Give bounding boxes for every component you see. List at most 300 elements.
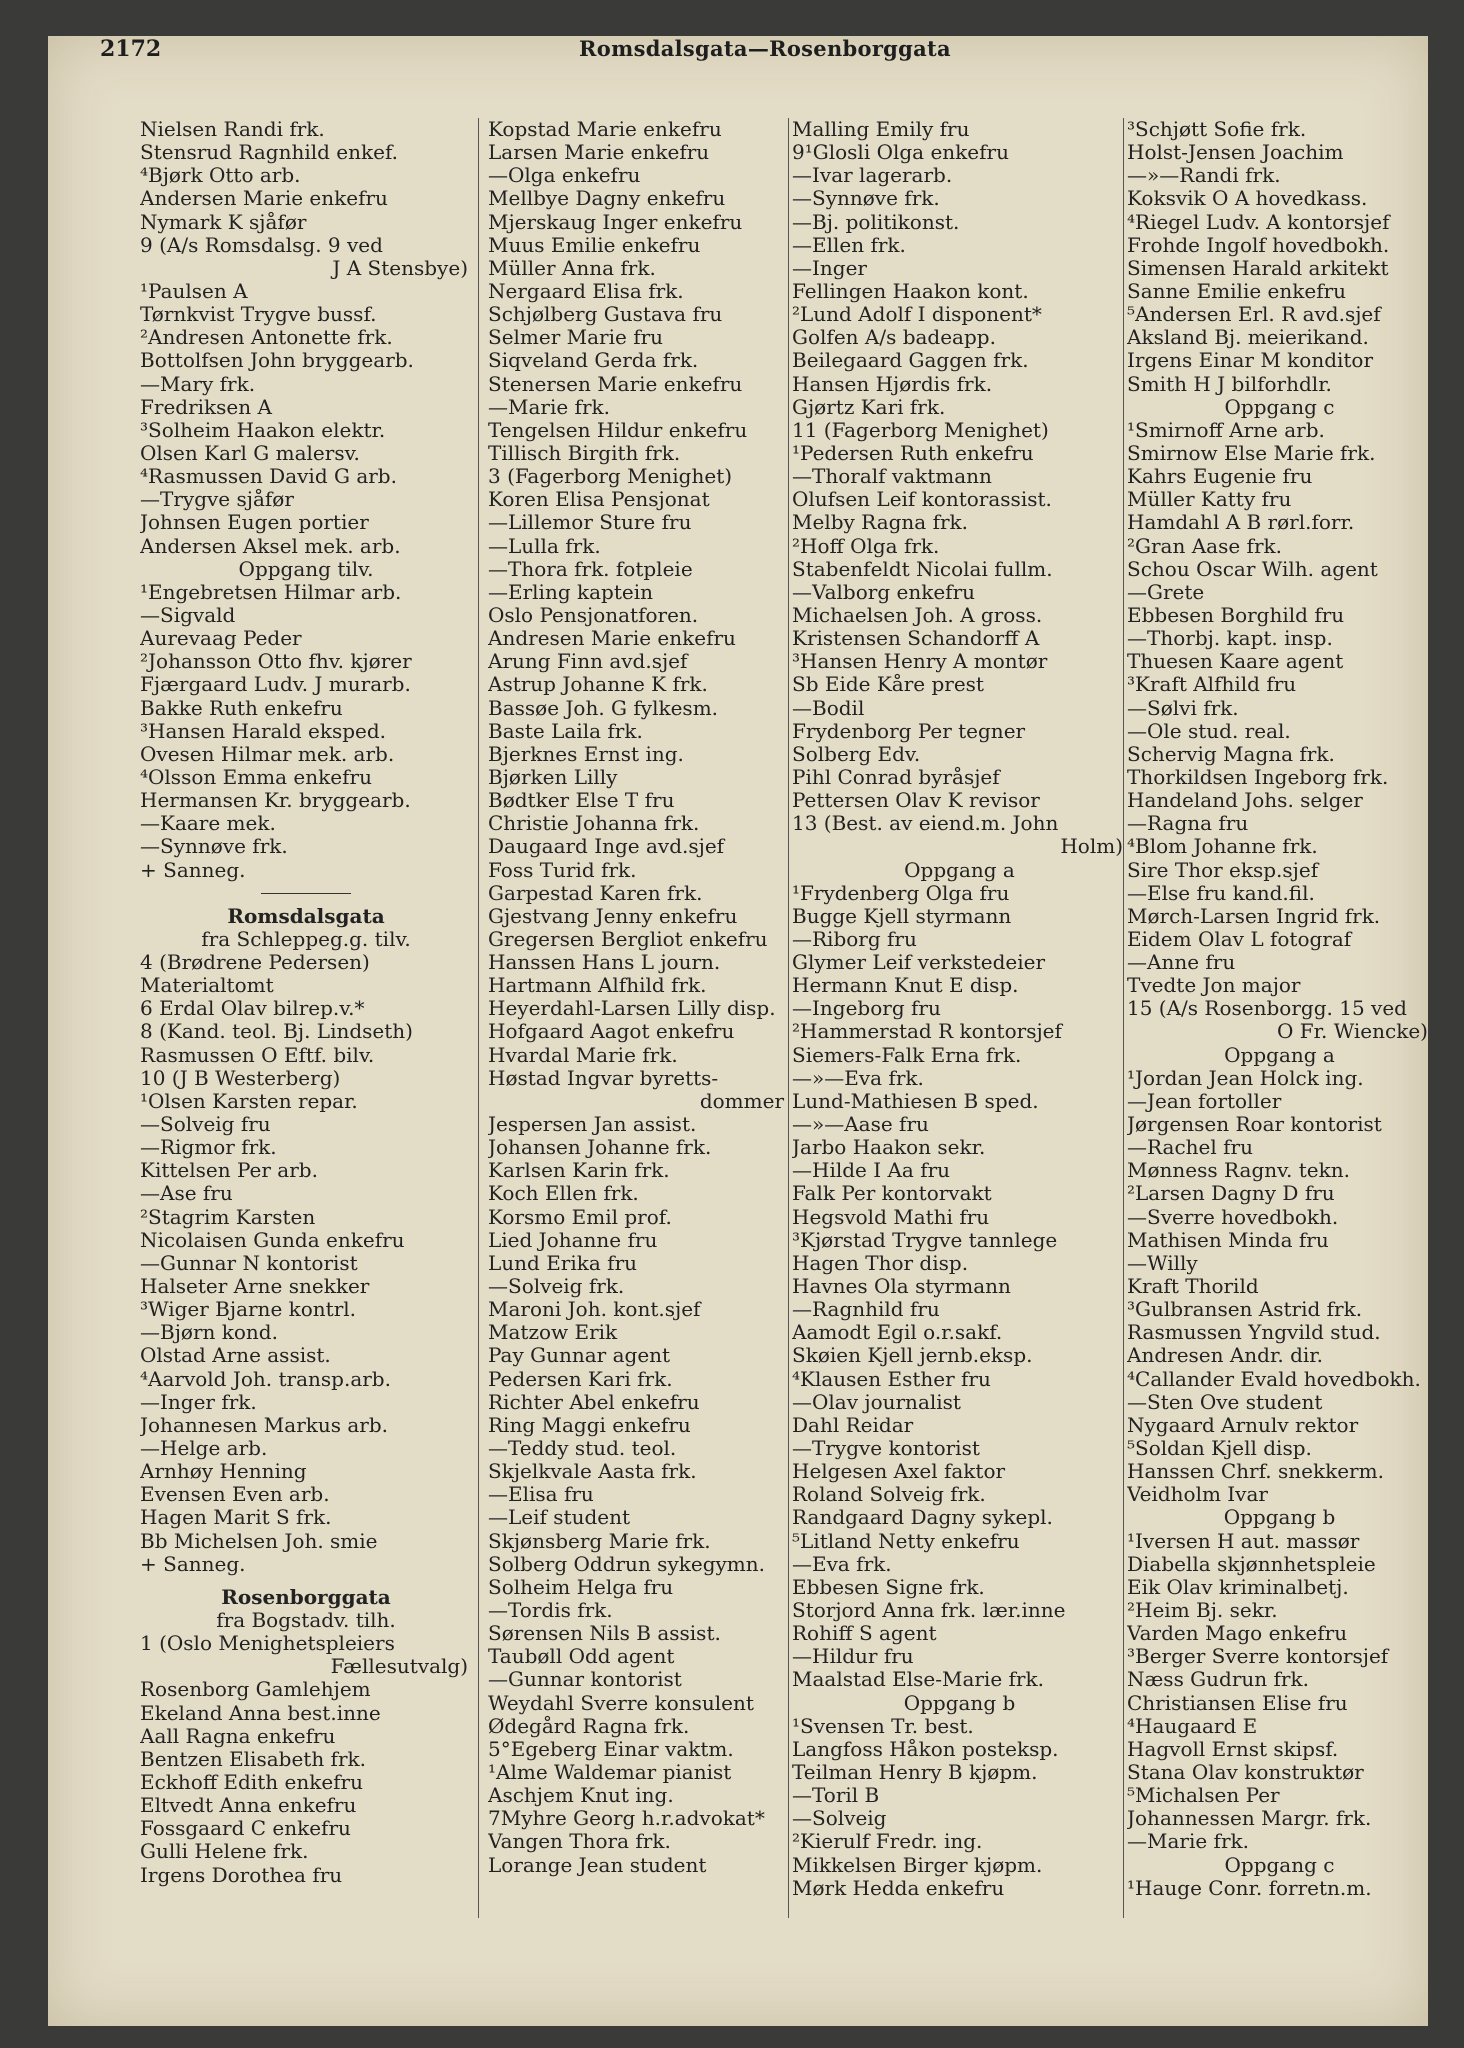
directory-entry: —Trygve kontorist xyxy=(792,1437,980,1461)
section-label: fra Schleppeg.g. tilv. xyxy=(201,927,411,951)
directory-entry: —Sverre hovedbokh. xyxy=(1127,1205,1339,1229)
directory-entry: Hvardal Marie frk. xyxy=(488,1043,678,1067)
directory-entry: ¹Frydenberg Olga fru xyxy=(792,881,1010,905)
directory-entry: Karlsen Karin frk. xyxy=(488,1159,670,1183)
directory-entry: —»—Aase fru xyxy=(792,1113,929,1137)
directory-entry: Veidholm Ivar xyxy=(1127,1483,1268,1507)
directory-entry: Kittelsen Per arb. xyxy=(140,1159,318,1183)
directory-entry: Johannessen Margr. frk. xyxy=(1127,1807,1372,1831)
directory-entry: —Synnøve frk. xyxy=(792,187,940,211)
directory-entry: Nergaard Elisa frk. xyxy=(488,279,684,303)
directory-entry: 8 (Kand. teol. Bj. Lindseth) xyxy=(140,1020,413,1044)
entry-continuation: Fællesutvalg) xyxy=(330,1655,468,1679)
directory-entry: Bjørken Lilly xyxy=(488,765,618,789)
directory-entry: Malling Emily fru xyxy=(792,118,970,141)
directory-entry: Glymer Leif verkstedeier xyxy=(792,951,1046,975)
directory-entry: Andersen Aksel mek. arb. xyxy=(140,534,401,558)
page-number: 2172 xyxy=(100,36,162,62)
directory-entry: Holst-Jensen Joachim xyxy=(1127,141,1344,165)
directory-entry: —Gunnar N kontorist xyxy=(140,1251,358,1275)
directory-entry: 10 (J B Westerberg) xyxy=(140,1066,341,1090)
directory-entry: ²Lund Adolf I disponent* xyxy=(792,303,1042,327)
directory-entry: —Trygve sjåfør xyxy=(140,488,294,512)
directory-entry: Teilman Henry B kjøpm. xyxy=(792,1760,1038,1784)
directory-entry: ³Wiger Bjarne kontrl. xyxy=(140,1298,357,1322)
directory-entry: Müller Katty fru xyxy=(1127,488,1292,512)
directory-entry: —Bjørn kond. xyxy=(140,1321,278,1345)
section-label: Oppgang a xyxy=(1224,1043,1335,1067)
directory-entry: —Solveig fru xyxy=(140,1113,271,1137)
directory-entry: ²Johansson Otto fhv. kjører xyxy=(140,650,412,674)
directory-entry: Richter Abel enkefru xyxy=(488,1390,700,1414)
directory-entry: —Solveig xyxy=(792,1807,887,1831)
entry-continuation: Holm) xyxy=(1060,835,1123,859)
directory-entry: Rohiff S agent xyxy=(792,1622,937,1646)
directory-entry: Jarbo Haakon sekr. xyxy=(792,1136,986,1160)
directory-entry: 5°Egeberg Einar vaktm. xyxy=(488,1737,734,1761)
directory-entry: Hofgaard Aagot enkefru xyxy=(488,1020,735,1044)
directory-entry: Storjord Anna frk. lær.inne xyxy=(792,1599,1066,1622)
directory-entry: Tørnkvist Trygve bussf. xyxy=(140,303,377,327)
directory-entry: —Inger frk. xyxy=(140,1390,257,1414)
column-divider xyxy=(1123,118,1124,1918)
directory-entry: —Else fru kand.fil. xyxy=(1127,881,1315,905)
section-label: Oppgang b xyxy=(903,1691,1016,1715)
directory-entry: Koksvik O A hovedkass. xyxy=(1127,187,1368,211)
directory-entry: —Eva frk. xyxy=(792,1552,892,1576)
directory-entry: ²Kierulf Fredr. ing. xyxy=(792,1830,983,1854)
directory-entry: —Hilde I Aa fru xyxy=(792,1159,951,1183)
directory-entry: Eltvedt Anna enkefru xyxy=(140,1794,357,1818)
running-title: Romsdalsgata—Rosenborggata xyxy=(579,36,951,61)
section-label: Oppgang tilv. xyxy=(238,557,374,581)
directory-entry: Lorange Jean student xyxy=(488,1853,707,1877)
directory-entry: Materialtomt xyxy=(140,974,274,998)
directory-entry: ⁵Andersen Erl. R avd.sjef xyxy=(1127,303,1381,327)
directory-entry: —Mary frk. xyxy=(140,372,256,396)
directory-entry: ⁴Riegel Ludv. A kontorsjef xyxy=(1127,210,1390,234)
directory-entry: Mellbye Dagny enkefru xyxy=(488,187,726,211)
directory-entry: Diabella skjønnhetspleie xyxy=(1127,1552,1376,1576)
directory-entry: —Riborg fru xyxy=(792,927,917,951)
directory-entry: —Kaare mek. xyxy=(140,812,276,836)
directory-entry: —Sten Ove student xyxy=(1127,1390,1323,1414)
directory-entry: Hermann Knut E disp. xyxy=(792,974,1019,998)
directory-entry: Müller Anna frk. xyxy=(488,256,656,280)
directory-entry: Ødegård Ragna frk. xyxy=(488,1714,690,1738)
directory-entry: Smirnow Else Marie frk. xyxy=(1127,441,1376,465)
directory-entry: Lund-Mathiesen B sped. xyxy=(792,1089,1039,1113)
directory-entry: Kraft Thorild xyxy=(1127,1275,1259,1299)
directory-entry: —Ragna fru xyxy=(1127,812,1249,836)
directory-entry: Varden Mago enkefru xyxy=(1127,1622,1348,1646)
directory-entry: Thuesen Kaare agent xyxy=(1127,650,1344,674)
directory-entry: —»—Eva frk. xyxy=(792,1066,924,1090)
directory-column-2 xyxy=(488,118,788,1918)
directory-entry: Pihl Conrad byråsjef xyxy=(792,765,1000,789)
directory-entry: Halseter Arne snekker xyxy=(140,1275,370,1299)
directory-entry: ¹Engebretsen Hilmar arb. xyxy=(140,580,402,604)
entry-continuation: J A Stensbye) xyxy=(332,256,468,280)
directory-entry: 15 (A/s Rosenborgg. 15 ved xyxy=(1127,997,1407,1021)
directory-entry: 6 Erdal Olav bilrep.v.* xyxy=(140,997,365,1021)
directory-entry: Eidem Olav L fotograf xyxy=(1127,927,1352,951)
directory-column-3 xyxy=(792,118,1127,1918)
directory-entry: Jørgensen Roar kontorist xyxy=(1127,1113,1382,1137)
directory-entry: Nielsen Randi frk. xyxy=(140,118,325,141)
directory-entry: —Olav journalist xyxy=(792,1390,961,1414)
directory-entry: —Leif student xyxy=(488,1506,631,1530)
directory-entry: Ekeland Anna best.inne xyxy=(140,1701,381,1725)
directory-entry: —Toril B xyxy=(792,1784,880,1808)
directory-entry: —Grete xyxy=(1127,580,1205,604)
directory-entry: 3 (Fagerborg Menighet) xyxy=(488,465,733,489)
directory-entry: Hegsvold Mathi fru xyxy=(792,1205,990,1229)
directory-entry: Larsen Marie enkefru xyxy=(488,141,710,165)
directory-entry: Stenersen Marie enkefru xyxy=(488,372,743,396)
directory-entry: —Olga enkefru xyxy=(488,164,641,188)
directory-entry: Eckhoff Edith enkefru xyxy=(140,1770,363,1794)
directory-entry: —Lulla frk. xyxy=(488,534,601,558)
directory-entry: Foss Turid frk. xyxy=(488,858,637,882)
directory-entry: Evensen Even arb. xyxy=(140,1483,330,1507)
directory-entry: ⁵Litland Netty enkefru xyxy=(792,1529,1020,1553)
directory-entry: Aall Ragna enkefru xyxy=(140,1724,336,1748)
directory-entry: Bugge Kjell styrmann xyxy=(792,904,1012,928)
directory-entry: ¹Hauge Conr. forretn.m. xyxy=(1127,1876,1372,1900)
directory-entry: Rasmussen O Eftf. bilv. xyxy=(140,1043,375,1067)
directory-entry: Sire Thor eksp.sjef xyxy=(1127,858,1319,882)
directory-entry: —Ellen frk. xyxy=(792,233,906,257)
directory-entry: ³Hansen Henry A montør xyxy=(792,650,1048,674)
directory-entry: —Valborg enkefru xyxy=(792,580,976,604)
directory-entry: Sb Eide Kåre prest xyxy=(792,673,984,697)
directory-entry: Olsen Karl G malersv. xyxy=(140,441,360,465)
directory-entry: Maalstad Else-Marie frk. xyxy=(792,1668,1044,1692)
directory-entry: —Rachel fru xyxy=(1127,1136,1253,1160)
directory-entry: Bakke Ruth enkefru xyxy=(140,696,343,720)
directory-entry: Matzow Erik xyxy=(488,1321,618,1345)
directory-entry: Koch Ellen frk. xyxy=(488,1182,639,1206)
directory-entry: —Sølvi frk. xyxy=(1127,696,1239,720)
directory-entry: Solberg Edv. xyxy=(792,742,921,766)
directory-entry: Gregersen Bergliot enkefru xyxy=(488,927,768,951)
directory-entry: Tillisch Birgith frk. xyxy=(488,441,681,465)
directory-entry: Eik Olav kriminalbetj. xyxy=(1127,1575,1349,1599)
directory-entry: Christie Johanna frk. xyxy=(488,812,700,836)
directory-entry: —Marie frk. xyxy=(488,395,610,419)
directory-entry: Maroni Joh. kont.sjef xyxy=(488,1298,701,1322)
directory-entry: Andersen Marie enkefru xyxy=(140,187,388,211)
directory-entry: Solheim Helga fru xyxy=(488,1575,674,1599)
directory-entry: Hermansen Kr. bryggearb. xyxy=(140,789,411,813)
directory-entry: Smith H J bilforhdlr. xyxy=(1127,372,1332,396)
directory-entry: Bentzen Elisabeth frk. xyxy=(140,1747,366,1771)
directory-entry: Arung Finn avd.sjef xyxy=(488,650,688,674)
directory-entry: ²Hammerstad R kontorsjef xyxy=(792,1020,1062,1044)
directory-entry: Sanne Emilie enkefru xyxy=(1127,279,1347,303)
directory-entry: 4 (Brødrene Pedersen) xyxy=(140,951,370,975)
directory-entry: Gjestvang Jenny enkefru xyxy=(488,904,738,928)
directory-entry: Stensrud Ragnhild enkef. xyxy=(140,141,398,165)
directory-entry: Arnhøy Henning xyxy=(140,1460,307,1484)
directory-entry: —Ase fru xyxy=(140,1182,233,1206)
directory-entry: ¹Paulsen A xyxy=(140,279,248,303)
directory-entry: Kristensen Schandorff A xyxy=(792,627,1040,651)
directory-entry: —Helge arb. xyxy=(140,1437,268,1461)
directory-entry: Tvedte Jon major xyxy=(1127,974,1301,998)
directory-entry: —Elisa fru xyxy=(488,1483,594,1507)
directory-entry: 11 (Fagerborg Menighet) xyxy=(792,418,1049,442)
directory-entry: Nymark K sjåfør xyxy=(140,210,307,234)
directory-entry: Nygaard Arnulv rektor xyxy=(1127,1413,1359,1437)
directory-entry: ¹Pedersen Ruth enkefru xyxy=(792,441,1034,465)
directory-entry: ³Gulbransen Astrid frk. xyxy=(1127,1298,1363,1322)
directory-entry: Hanssen Hans L journ. xyxy=(488,951,721,975)
directory-entry: Mathisen Minda fru xyxy=(1127,1228,1329,1252)
directory-entry: ³Berger Sverre kontorsjef xyxy=(1127,1645,1389,1669)
directory-entry: Stana Olav konstruktør xyxy=(1127,1760,1364,1784)
directory-entry: ²Larsen Dagny D fru xyxy=(1127,1182,1335,1206)
column-divider xyxy=(478,118,479,1918)
directory-entry: Hagen Thor disp. xyxy=(792,1251,969,1275)
directory-entry: ⁵Soldan Kjell disp. xyxy=(1127,1437,1312,1461)
directory-entry: Hartmann Alfhild frk. xyxy=(488,974,707,998)
directory-entry: —Ole stud. real. xyxy=(1127,719,1291,743)
directory-entry: ⁴Aarvold Joh. transp.arb. xyxy=(140,1367,391,1391)
directory-entry: Jespersen Jan assist. xyxy=(488,1113,697,1137)
directory-entry: —Erling kaptein xyxy=(488,580,653,604)
directory-column-4 xyxy=(1127,118,1432,1918)
directory-entry: ³Kjørstad Trygve tannlege xyxy=(792,1228,1058,1252)
directory-entry: ⁴Bjørk Otto arb. xyxy=(140,164,301,188)
directory-entry: Ebbesen Signe frk. xyxy=(792,1575,985,1599)
directory-entry: Næss Gudrun frk. xyxy=(1127,1668,1309,1692)
directory-entry: Ebbesen Borghild fru xyxy=(1127,603,1345,627)
directory-entry: —Sigvald xyxy=(140,603,236,627)
directory-entry: Høstad Ingvar byretts- xyxy=(488,1066,719,1090)
directory-entry: Gjørtz Kari frk. xyxy=(792,395,946,419)
directory-entry: Thorkildsen Ingeborg frk. xyxy=(1127,765,1389,789)
directory-entry: Heyerdahl-Larsen Lilly disp. xyxy=(488,997,776,1021)
directory-entry: Baste Laila frk. xyxy=(488,719,643,743)
directory-entry: Golfen A/s badeapp. xyxy=(792,326,996,350)
directory-entry: —Lillemor Sture fru xyxy=(488,511,692,535)
directory-entry: —Marie frk. xyxy=(1127,1830,1249,1854)
directory-entry: —Willy xyxy=(1127,1251,1198,1275)
directory-entry: ¹Smirnoff Arne arb. xyxy=(1127,418,1325,442)
directory-entry: Bassøe Joh. G fylkesm. xyxy=(488,696,719,720)
directory-entry: Siqveland Gerda frk. xyxy=(488,349,699,373)
directory-entry: Pay Gunnar agent xyxy=(488,1344,671,1368)
column-divider xyxy=(788,118,789,1918)
directory-entry: Rasmussen Yngvild stud. xyxy=(1127,1321,1381,1345)
entry-continuation: dommer xyxy=(699,1089,784,1113)
directory-entry: ⁴Klausen Esther fru xyxy=(792,1367,991,1391)
directory-entry: ²Hoff Olga frk. xyxy=(792,534,940,558)
directory-entry: —Thorbj. kapt. insp. xyxy=(1127,627,1333,651)
directory-entry: —Anne fru xyxy=(1127,951,1236,975)
directory-entry: Melby Ragna frk. xyxy=(792,511,969,535)
directory-entry: Lied Johanne fru xyxy=(488,1228,658,1252)
directory-entry: Aschjem Knut ing. xyxy=(488,1784,674,1808)
directory-entry: ³Schjøtt Sofie frk. xyxy=(1127,118,1307,141)
directory-entry: Simensen Harald arkitekt xyxy=(1127,256,1389,280)
directory-entry: ⁴Callander Evald hovedbokh. xyxy=(1127,1367,1421,1391)
directory-entry: Hansen Hjørdis frk. xyxy=(792,372,993,396)
directory-entry: ²Heim Bj. sekr. xyxy=(1127,1599,1278,1622)
directory-entry: Fellingen Haakon kont. xyxy=(792,279,1029,303)
directory-entry: Mjerskaug Inger enkefru xyxy=(488,210,743,234)
directory-entry: ¹Alme Waldemar pianist xyxy=(488,1760,732,1784)
directory-entry: Oslo Pensjonatforen. xyxy=(488,603,699,627)
directory-entry: ⁴Rasmussen David G arb. xyxy=(140,465,397,489)
directory-entry: Handeland Johs. selger xyxy=(1127,789,1363,813)
directory-entry: ³Hansen Harald eksped. xyxy=(140,719,387,743)
directory-entry: Bb Michelsen Joh. smie xyxy=(140,1529,378,1553)
directory-entry: —Inger xyxy=(792,256,867,280)
section-label: Oppgang c xyxy=(1224,395,1335,419)
directory-entry: 9 (A/s Romsdalsg. 9 ved xyxy=(140,233,383,257)
directory-entry: Korsmo Emil prof. xyxy=(488,1205,672,1229)
directory-entry: Pedersen Kari frk. xyxy=(488,1367,673,1391)
directory-entry: —Gunnar kontorist xyxy=(488,1668,682,1692)
section-rule xyxy=(140,882,472,905)
directory-entry: ³Solheim Haakon elektr. xyxy=(140,418,386,442)
street-heading: Rosenborggata xyxy=(221,1585,391,1609)
directory-entry: Skjønsberg Marie frk. xyxy=(488,1529,711,1553)
directory-entry: —Tordis frk. xyxy=(488,1599,613,1622)
directory-entry: Gulli Helene frk. xyxy=(140,1840,309,1864)
directory-entry: Schervig Magna frk. xyxy=(1127,742,1335,766)
directory-entry: —Bj. politikonst. xyxy=(792,210,960,234)
directory-entry: Dahl Reidar xyxy=(792,1413,914,1437)
directory-entry: Fjærgaard Ludv. J murarb. xyxy=(140,673,411,697)
directory-entry: ⁵Michalsen Per xyxy=(1127,1784,1280,1808)
section-gap xyxy=(140,1576,472,1586)
directory-entry: Stabenfeldt Nicolai fullm. xyxy=(792,557,1053,581)
directory-entry: ¹Jordan Jean Holck ing. xyxy=(1127,1066,1364,1090)
directory-entry: Bødtker Else T fru xyxy=(488,789,675,813)
directory-entry: Ovesen Hilmar mek. arb. xyxy=(140,742,395,766)
directory-entry: Bjerknes Ernst ing. xyxy=(488,742,684,766)
directory-entry: Havnes Ola styrmann xyxy=(792,1275,1011,1299)
directory-entry: Olufsen Leif kontorassist. xyxy=(792,488,1052,512)
directory-entry: Aamodt Egil o.r.sakf. xyxy=(792,1321,1003,1345)
directory-entry: Hagvoll Ernst skipsf. xyxy=(1127,1737,1339,1761)
directory-entry: Johannesen Markus arb. xyxy=(140,1413,389,1437)
directory-entry: Randgaard Dagny sykepl. xyxy=(792,1506,1053,1530)
directory-entry: Ring Maggi enkefru xyxy=(488,1413,691,1437)
directory-entry: 13 (Best. av eiend.m. John xyxy=(792,812,1059,836)
directory-entry: Schou Oscar Wilh. agent xyxy=(1127,557,1378,581)
directory-entry: Mønness Ragnv. tekn. xyxy=(1127,1159,1350,1183)
directory-entry: Rosenborg Gamlehjem xyxy=(140,1678,371,1702)
directory-entry: Lund Erika fru xyxy=(488,1251,638,1275)
directory-entry: Langfoss Håkon posteksp. xyxy=(792,1737,1059,1761)
directory-entry: ⁴Olsson Emma enkefru xyxy=(140,765,372,789)
directory-entry: —Rigmor frk. xyxy=(140,1136,277,1160)
directory-entry: —Jean fortoller xyxy=(1127,1089,1282,1113)
section-label: Oppgang c xyxy=(1224,1853,1335,1877)
section-label: Oppgang b xyxy=(1223,1506,1336,1530)
directory-entry: —»—Randi frk. xyxy=(1127,164,1281,188)
directory-entry: Hanssen Chrf. snekkerm. xyxy=(1127,1460,1384,1484)
directory-entry: ⁴Haugaard E xyxy=(1127,1714,1258,1738)
directory-entry: Mikkelsen Birger kjøpm. xyxy=(792,1853,1043,1877)
directory-entry: ²Andresen Antonette frk. xyxy=(140,326,393,350)
entry-continuation: O Fr. Wiencke) xyxy=(1277,1020,1428,1044)
directory-entry: Frydenborg Per tegner xyxy=(792,719,1026,743)
directory-entry: Irgens Dorothea fru xyxy=(140,1863,343,1887)
directory-entry: Pettersen Olav K revisor xyxy=(792,789,1040,813)
directory-entry: —Ivar lagerarb. xyxy=(792,164,953,188)
directory-entry: Johnsen Eugen portier xyxy=(140,511,369,535)
directory-entry: ³Kraft Alfhild fru xyxy=(1127,673,1297,697)
directory-entry: Helgesen Axel faktor xyxy=(792,1460,1006,1484)
directory-entry: Roland Solveig frk. xyxy=(792,1483,986,1507)
directory-entry: Nicolaisen Gunda enkefru xyxy=(140,1228,405,1252)
directory-entry: —Teddy stud. teol. xyxy=(488,1437,677,1461)
directory-entry: —Bodil xyxy=(792,696,865,720)
directory-entry: Fredriksen A xyxy=(140,395,272,419)
directory-entry: ⁴Blom Johanne frk. xyxy=(1127,835,1318,859)
directory-entry: Mørch-Larsen Ingrid frk. xyxy=(1127,904,1381,928)
street-heading: Romsdalsgata xyxy=(227,904,385,928)
directory-entry: —Solveig frk. xyxy=(488,1275,625,1299)
directory-entry: Christiansen Elise fru xyxy=(1127,1691,1348,1715)
directory-entry: —Thoralf vaktmann xyxy=(792,465,992,489)
directory-entry: Irgens Einar M konditor xyxy=(1127,349,1374,373)
directory-entry: Andresen Andr. dir. xyxy=(1127,1344,1323,1368)
directory-entry: Garpestad Karen frk. xyxy=(488,881,703,905)
directory-entry: Selmer Marie fru xyxy=(488,326,664,350)
directory-entry: Falk Per kontorvakt xyxy=(792,1182,992,1206)
directory-entry: Mørk Hedda enkefru xyxy=(792,1876,1005,1900)
directory-entry: Hagen Marit S frk. xyxy=(140,1506,332,1530)
directory-entry: —Hildur fru xyxy=(792,1645,914,1669)
directory-entry: + Sanneg. xyxy=(140,1552,246,1576)
directory-entry: —Ingeborg fru xyxy=(792,997,941,1021)
directory-entry: ¹Iversen H aut. massør xyxy=(1127,1529,1360,1553)
directory-entry: ²Stagrim Karsten xyxy=(140,1205,316,1229)
directory-entry: Muus Emilie enkefru xyxy=(488,233,701,257)
directory-entry: 1 (Oslo Menighetspleiers xyxy=(140,1632,395,1656)
directory-entry: Olstad Arne assist. xyxy=(140,1344,331,1368)
directory-entry: Taubøll Odd agent xyxy=(488,1645,675,1669)
directory-entry: ¹Svensen Tr. best. xyxy=(792,1714,974,1738)
directory-entry: Solberg Oddrun sykegymn. xyxy=(488,1552,766,1576)
directory-entry: Weydahl Sverre konsulent xyxy=(488,1691,754,1715)
directory-entry: Astrup Johanne K frk. xyxy=(488,673,708,697)
directory-entry: ¹Olsen Karsten repar. xyxy=(140,1089,358,1113)
directory-entry: Sørensen Nils B assist. xyxy=(488,1622,721,1646)
directory-entry: —Ragnhild fru xyxy=(792,1298,940,1322)
directory-entry: Beilegaard Gaggen frk. xyxy=(792,349,1029,373)
directory-entry: Koren Elisa Pensjonat xyxy=(488,488,710,512)
directory-entry: Johansen Johanne frk. xyxy=(488,1136,712,1160)
page-header xyxy=(100,36,1430,76)
directory-entry: Skøien Kjell jernb.eksp. xyxy=(792,1344,1033,1368)
directory-entry: Daugaard Inge avd.sjef xyxy=(488,835,725,859)
directory-entry: Vangen Thora frk. xyxy=(488,1830,671,1854)
directory-entry: Siemers-Falk Erna frk. xyxy=(792,1043,1022,1067)
section-label: Oppgang a xyxy=(904,858,1015,882)
directory-entry: Kahrs Eugenie fru xyxy=(1127,465,1313,489)
directory-entry: Skjelkvale Aasta frk. xyxy=(488,1460,697,1484)
directory-entry: Tengelsen Hildur enkefru xyxy=(488,418,748,442)
directory-entry: Schjølberg Gustava fru xyxy=(488,303,723,327)
